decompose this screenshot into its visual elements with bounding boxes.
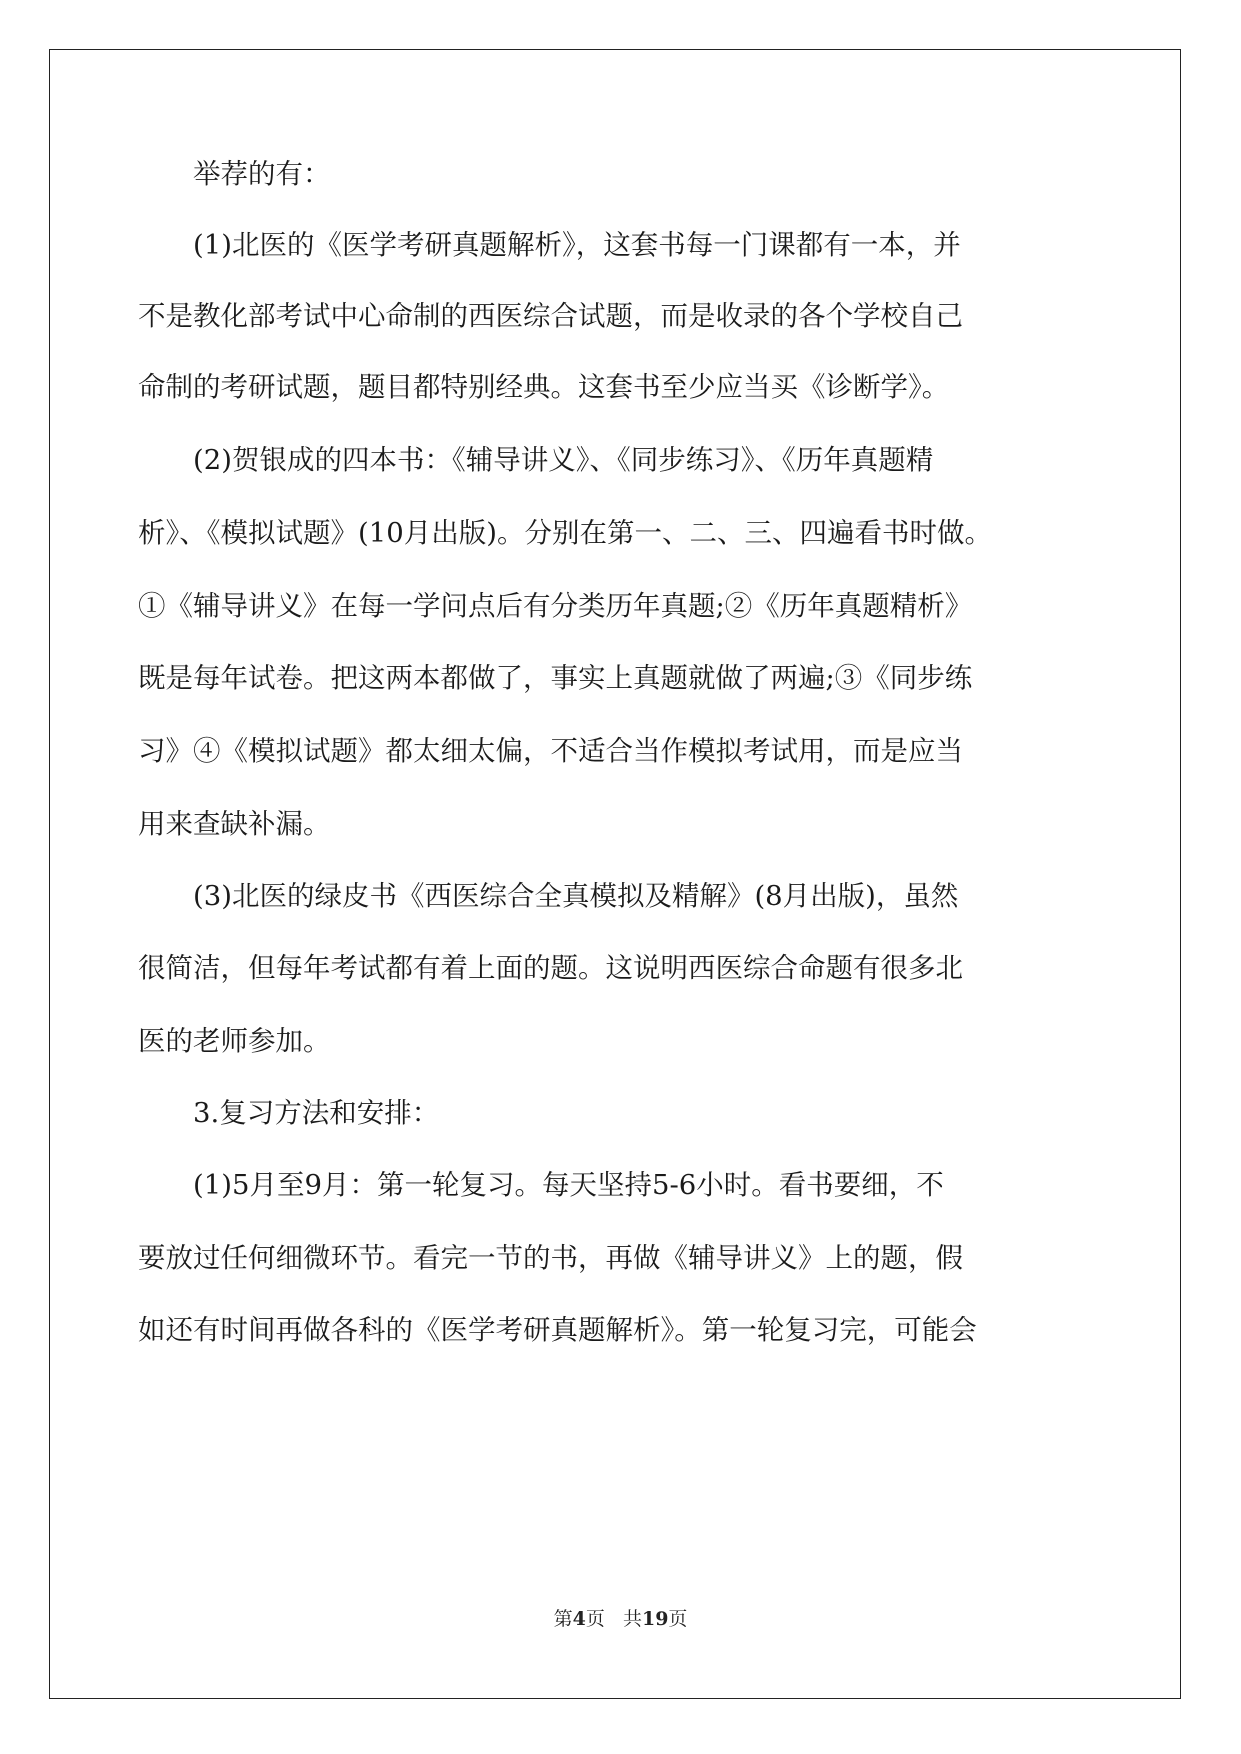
text-line: 3.复习方法和安排： <box>193 1097 440 1129</box>
page-footer <box>0 1604 1241 1631</box>
text-line: 要放过任何细微环节。看完一节的书，再做《辅导讲义》上的题，假 <box>138 1242 963 1274</box>
text-line: 不是教化部考试中心命制的西医综合试题，而是收录的各个学校自己 <box>138 300 963 332</box>
total-pages: 19 <box>641 1608 669 1630</box>
page-label-suffix: 页 <box>585 1608 605 1630</box>
page-border <box>49 49 1181 1699</box>
text-line: 举荐的有： <box>193 158 331 190</box>
text-line: 析》、《模拟试题》(10月出版)。分别在第一、二、三、四遍看书时做。 <box>138 517 992 549</box>
text-line: (1)北医的《医学考研真题解析》，这套书每一门课都有一本，并 <box>193 229 961 261</box>
page-label-prefix: 第 <box>553 1608 573 1630</box>
text-line: 命制的考研试题，题目都特别经典。这套书至少应当买《诊断学》。 <box>138 371 950 403</box>
text-line: (2)贺银成的四本书：《辅导讲义》、《同步练习》、《历年真题精 <box>193 444 934 476</box>
text-line: 如还有时间再做各科的《医学考研真题解析》。第一轮复习完，可能会 <box>138 1314 977 1346</box>
text-line: 用来查缺补漏。 <box>138 808 331 840</box>
total-label-prefix: 共 <box>622 1608 642 1630</box>
text-line: 医的老师参加。 <box>138 1025 331 1057</box>
text-line: 既是每年试卷。把这两本都做了，事实上真题就做了两遍;③《同步练 <box>138 662 973 694</box>
text-line: 习》④《模拟试题》都太细太偏，不适合当作模拟考试用，而是应当 <box>138 735 963 767</box>
page-number: 4 <box>572 1608 586 1630</box>
text-line: (3)北医的绿皮书《西医综合全真模拟及精解》(8月出版)，虽然 <box>193 880 959 912</box>
text-line: 很简洁，但每年考试都有着上面的题。这说明西医综合命题有很多北 <box>138 952 963 984</box>
total-label-suffix: 页 <box>668 1608 688 1630</box>
text-line: (1)5月至9月：第一轮复习。每天坚持5-6小时。看书要细，不 <box>193 1169 944 1201</box>
text-line: ①《辅导讲义》在每一学问点后有分类历年真题;②《历年真题精析》 <box>138 590 973 622</box>
